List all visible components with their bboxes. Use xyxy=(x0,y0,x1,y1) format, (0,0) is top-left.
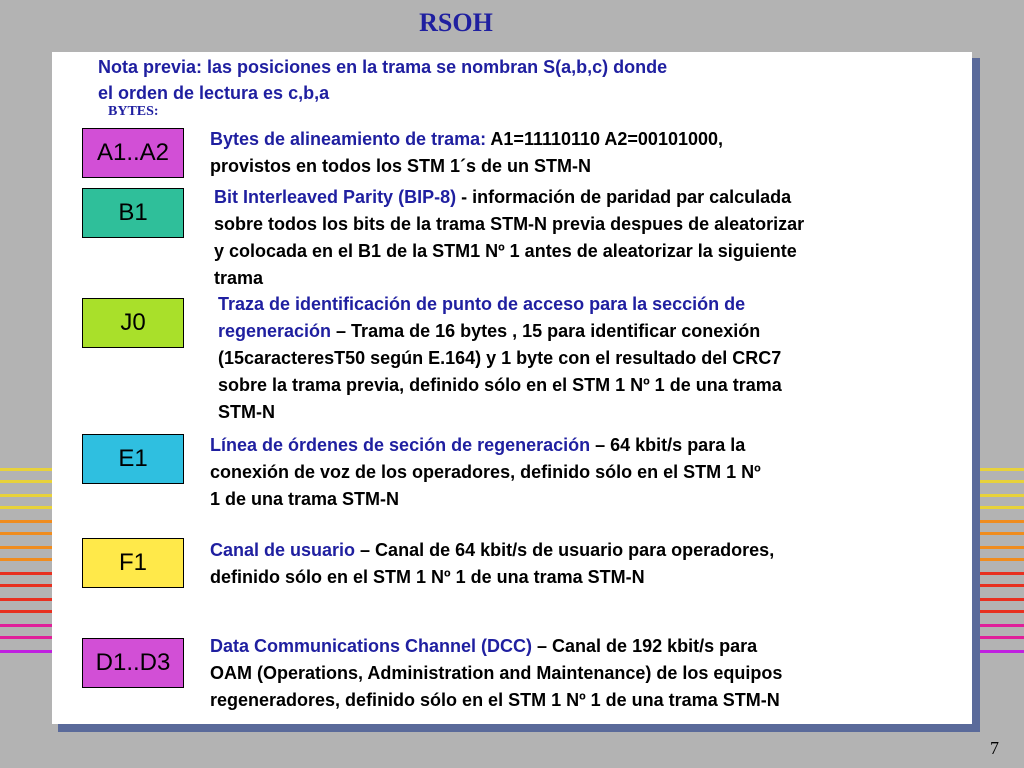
stripe-right xyxy=(976,520,1024,523)
stripe-left xyxy=(0,494,52,497)
stripe-left xyxy=(0,572,52,575)
desc-e1 xyxy=(210,432,761,513)
desc-b1-line0: - información de paridad par calculada xyxy=(456,187,792,207)
stripe-right xyxy=(976,636,1024,639)
desc-e1-line0: – 64 kbit/s para la xyxy=(590,435,746,455)
code-box-b1: B1 xyxy=(82,188,184,238)
desc-j0-line0: – Trama de 16 bytes , 15 para identificar conexión xyxy=(331,321,761,341)
stripe-right xyxy=(976,572,1024,575)
stripe-left xyxy=(0,610,52,613)
desc-d1-d3-lead: Data Communications Channel (DCC) xyxy=(210,636,533,656)
desc-b1 xyxy=(214,184,804,292)
desc-a1-a2 xyxy=(210,126,723,180)
desc-d1-d3-line2: regeneradores, definido sólo en el STM 1 Nº 1 de una trama STM-N xyxy=(210,690,780,710)
stripe-left xyxy=(0,558,52,561)
desc-j0-line2: sobre la trama previa, definido sólo en el STM 1 Nº 1 de una trama xyxy=(218,375,782,395)
desc-a1-a2-lead: Bytes de alineamiento de trama: xyxy=(210,129,487,149)
stripe-left xyxy=(0,584,52,587)
stripe-right xyxy=(976,598,1024,601)
stripe-right xyxy=(976,506,1024,509)
stripe-left xyxy=(0,636,52,639)
desc-f1-lead: Canal de usuario xyxy=(210,540,356,560)
stripe-right xyxy=(976,650,1024,653)
desc-a1-a2-line1: provistos en todos los STM 1´s de un STM-N xyxy=(210,156,592,176)
page-number: 7 xyxy=(990,738,999,758)
desc-j0-line3: STM-N xyxy=(218,402,275,422)
stripe-right xyxy=(976,494,1024,497)
slide-title: RSOH xyxy=(419,8,493,37)
intro-note-line1: Nota previa: las posiciones en la trama se nombran S(a,b,c) donde xyxy=(98,57,668,77)
stripe-right xyxy=(976,480,1024,483)
stripe-right xyxy=(976,558,1024,561)
desc-b1-lead: Bit Interleaved Parity (BIP-8) xyxy=(214,187,457,207)
desc-f1-line1: definido sólo en el STM 1 Nº 1 de una trama STM-N xyxy=(210,567,645,587)
intro-note xyxy=(98,54,667,106)
desc-f1 xyxy=(210,537,774,591)
stripe-left xyxy=(0,650,52,653)
stripe-left xyxy=(0,520,52,523)
desc-j0-line1: (15caracteresT50 según E.164) y 1 byte con el resultado del CRC7 xyxy=(218,348,782,368)
stripe-right xyxy=(976,584,1024,587)
code-box-a1-a2: A1..A2 xyxy=(82,128,184,178)
code-box-f1: F1 xyxy=(82,538,184,588)
stripe-right xyxy=(976,532,1024,535)
code-box-j0: J0 xyxy=(82,298,184,348)
desc-e1-lead: Línea de órdenes de seción de regeneración xyxy=(210,435,591,455)
intro-note-line2: el orden de lectura es c,b,a xyxy=(98,83,330,103)
stripe-left xyxy=(0,480,52,483)
stripe-left xyxy=(0,598,52,601)
stripe-left xyxy=(0,546,52,549)
desc-d1-d3 xyxy=(210,633,782,714)
code-box-d1-d3: D1..D3 xyxy=(82,638,184,688)
desc-j0 xyxy=(218,291,782,426)
stripe-left xyxy=(0,624,52,627)
code-box-e1: E1 xyxy=(82,434,184,484)
stripe-left xyxy=(0,506,52,509)
desc-d1-d3-line1: OAM (Operations, Administration and Maintenance) de los equipos xyxy=(210,663,783,683)
desc-a1-a2-line0: A1=11110110 A2=00101000, xyxy=(486,129,724,149)
desc-d1-d3-line0: – Canal de 192 kbit/s para xyxy=(532,636,758,656)
stripe-left xyxy=(0,532,52,535)
desc-j0-lead2: regeneración xyxy=(218,321,332,341)
desc-f1-line0: – Canal de 64 kbit/s de usuario para operadores, xyxy=(355,540,775,560)
stripe-left xyxy=(0,468,52,471)
stripe-right xyxy=(976,546,1024,549)
bytes-label: BYTES: xyxy=(108,104,159,119)
desc-b1-line3: trama xyxy=(214,268,264,288)
stripe-right xyxy=(976,468,1024,471)
desc-b1-line1: sobre todos los bits de la trama STM-N previa despues de aleatorizar xyxy=(214,214,805,234)
desc-e1-line1: conexión de voz de los operadores, definido sólo en el STM 1 Nº xyxy=(210,462,761,482)
desc-e1-line2: 1 de una trama STM-N xyxy=(210,489,400,509)
stripe-right xyxy=(976,610,1024,613)
desc-j0-lead: Traza de identificación de punto de acceso para la sección de xyxy=(218,294,746,314)
desc-b1-line2: y colocada en el B1 de la STM1 Nº 1 antes de aleatorizar la siguiente xyxy=(214,241,797,261)
stripe-right xyxy=(976,624,1024,627)
